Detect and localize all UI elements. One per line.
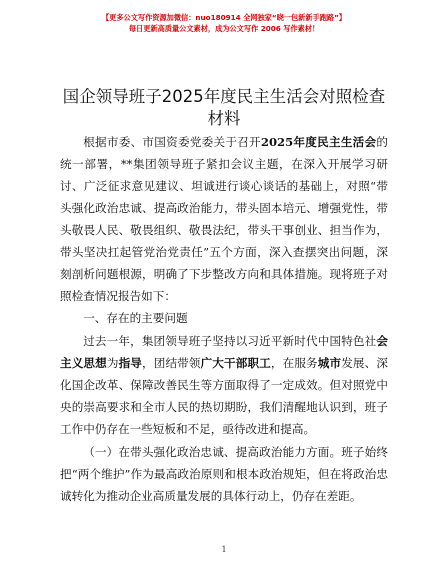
text-run: 发展、深化国企改革、保障改善民生等方面取得了一定成效。但对照党中央的崇高要求和全市人民的热切期盼，我们清醒地认识到，班子工作中仍存在一些短板和不足，亟待改进和提高。 [60, 356, 388, 436]
paragraph-subsection-1: （一）在带头强化政治忠诚、提高政治能力方面。班子始终把“两个维护”作为最高政治原则和根本政治规矩，但在将政治忠诚转化为推动企业高质量发展的具体行动上，仍存在差距。 [60, 445, 388, 503]
paragraph-intro [60, 131, 388, 307]
promo-banner-line-1: 【更多公文写作资源加微信：nuo180914 全网独家“晓一包新新手跑路”】 [101, 13, 346, 22]
text-run: ，团结带领 [142, 356, 201, 370]
bold-text-run: 指导 [118, 356, 143, 370]
bold-text-run: 城市 [317, 356, 342, 370]
promo-banner [0, 12, 448, 34]
text-run: ，在服务 [270, 356, 318, 370]
paragraph-overview [60, 330, 388, 440]
text-run: 根据市委、市国资委党委关于召开 [83, 135, 261, 149]
promo-banner-line-2: 每日更新高质量公文素材，成为公文写作 2006 写作素材！ [128, 24, 320, 33]
document-body [60, 131, 388, 507]
section-heading-problems: 一、存在的主要问题 [83, 311, 188, 325]
page-number: 1 [221, 545, 227, 554]
text-run: 的统一部署，**集团领导班子紧扣会议主题，在深入开展学习研讨、广泛征求意见建议、坦诚进行谈心谈话的基础上，对照“带头强化政治忠诚、提高政治能力，带头固本培元、增强党性，带头敬畏人民、敬畏组织、敬畏法纪，带头干事创业、担当作为，带头坚决扛起管党治党责任”五个方面，深入查摆突出问题，深刻剖析问题根源，明确了下步整改方向和具体措施。现将班子对照检查情况报告如下： [60, 135, 388, 303]
bold-text-run: 2025年度民主生活会 [260, 135, 377, 149]
bold-text-run: 会主义思想 [60, 334, 388, 370]
text-run: 过去一年，集团领导班子坚持以习近平新时代中国特色社 [83, 334, 377, 348]
text-run: 为 [106, 356, 119, 370]
document-title: 国企领导班子2025年度民主生活会对照检查材料 [62, 87, 386, 128]
bold-text-run: 广大干部职工 [200, 356, 271, 370]
